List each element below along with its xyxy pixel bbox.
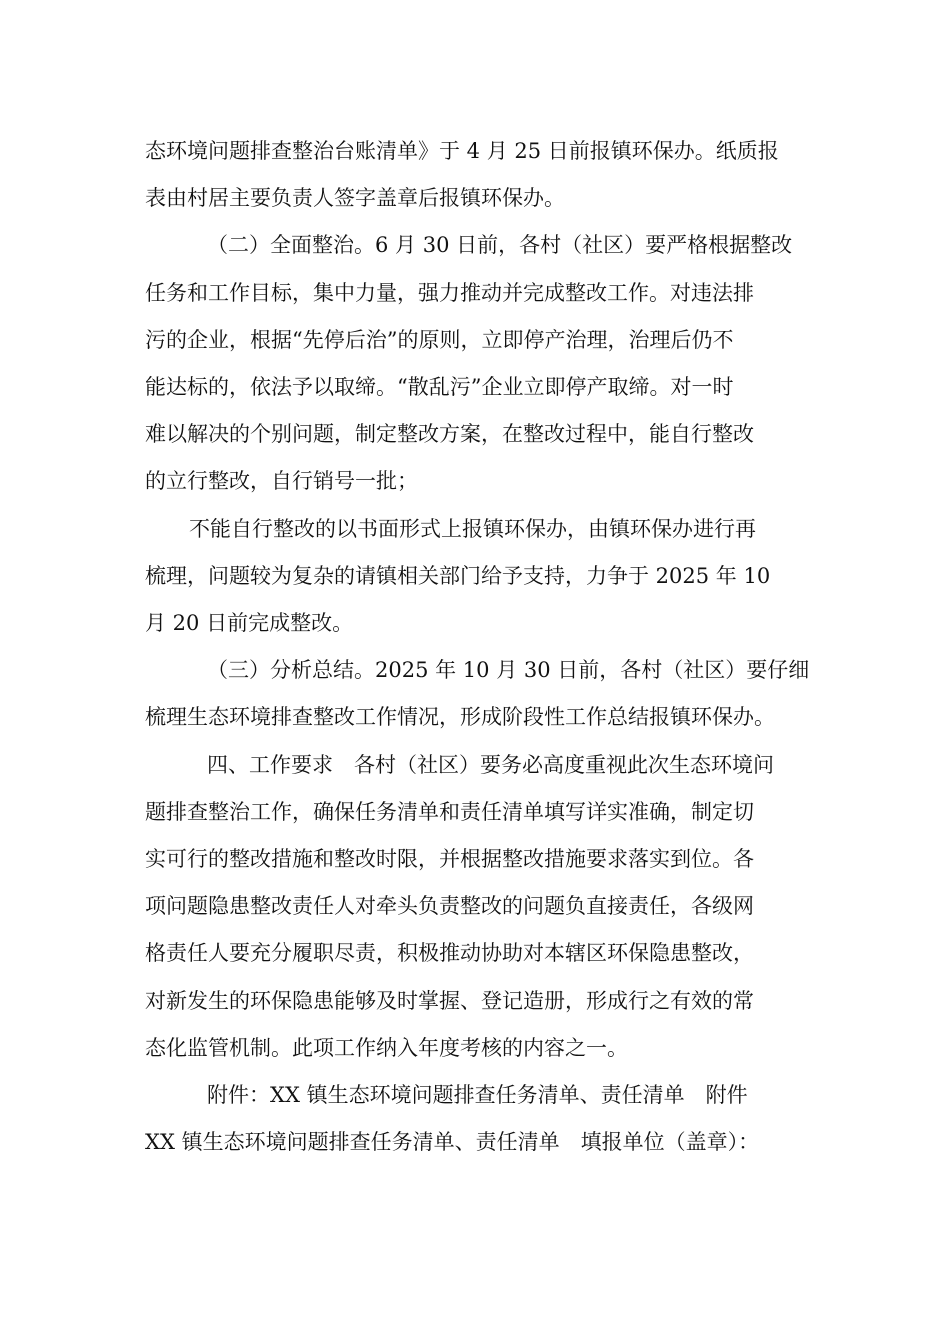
text-line: 项问题隐患整改责任人对牵头负责整改的问题负直接责任，各级网 <box>145 894 754 919</box>
text-line: 能达标的，依法予以取缔。“散乱污”企业立即停产取缔。对一时 <box>145 375 734 400</box>
text-line: XX 镇生态环境问题排查任务清单、责任清单 填报单位（盖章）： <box>145 1130 760 1155</box>
document-body <box>145 128 810 1166</box>
text-line: 对新发生的环保隐患能够及时掌握、登记造册，形成行之有效的常 <box>145 988 754 1013</box>
text-line: 污的企业，根据“先停后治”的原则，立即停产治理，治理后仍不 <box>145 327 734 352</box>
text-line: （三）分析总结。2025 年 10 月 30 日前，各村（社区）要仔细 <box>207 658 810 683</box>
text-line: 实可行的整改措施和整改时限，并根据整改措施要求落实到位。各 <box>145 847 754 872</box>
text-line: 格责任人要充分履职尽责，积极推动协助对本辖区环保隐患整改， <box>145 941 754 966</box>
text-line: 附件：XX 镇生态环境问题排查任务清单、责任清单 附件 <box>207 1083 748 1108</box>
text-line: 难以解决的个别问题，制定整改方案，在整改过程中，能自行整改 <box>145 422 754 447</box>
text-line: 表由村居主要负责人签字盖章后报镇环保办。 <box>145 186 565 211</box>
text-line: 不能自行整改的以书面形式上报镇环保办，由镇环保办进行再 <box>189 516 756 541</box>
paragraph-comprehensive-rectification <box>145 222 807 505</box>
text-line: 梳理生态环境排查整改工作情况，形成阶段性工作总结报镇环保办。 <box>145 705 775 730</box>
text-line: 态化监管机制。此项工作纳入年度考核的内容之一。 <box>145 1035 628 1060</box>
text-line: 四、工作要求 各村（社区）要务必高度重视此次生态环境问 <box>207 752 774 777</box>
paragraph-analysis-summary <box>145 647 810 741</box>
text-line: 态环境问题排查整治台账清单》于 4 月 25 日前报镇环保办。纸质报 <box>145 139 779 163</box>
text-line: 梳理，问题较为复杂的请镇相关部门给予支持，力争于 2025 年 10 <box>145 563 771 588</box>
text-line: 的立行整改，自行销号一批； <box>145 469 418 494</box>
paragraph-attachment <box>145 1072 807 1166</box>
paragraph-report-deadline <box>145 128 807 222</box>
paragraph-work-requirements <box>145 742 807 1072</box>
text-line: 任务和工作目标，集中力量，强力推动并完成整改工作。对违法排 <box>145 280 754 305</box>
text-line: 月 20 日前完成整改。 <box>145 611 354 636</box>
paragraph-written-report <box>145 506 807 648</box>
text-line: （二）全面整治。6 月 30 日前，各村（社区）要严格根据整改 <box>207 233 793 258</box>
text-line: 题排查整治工作，确保任务清单和责任清单填写详实准确，制定切 <box>145 799 754 824</box>
